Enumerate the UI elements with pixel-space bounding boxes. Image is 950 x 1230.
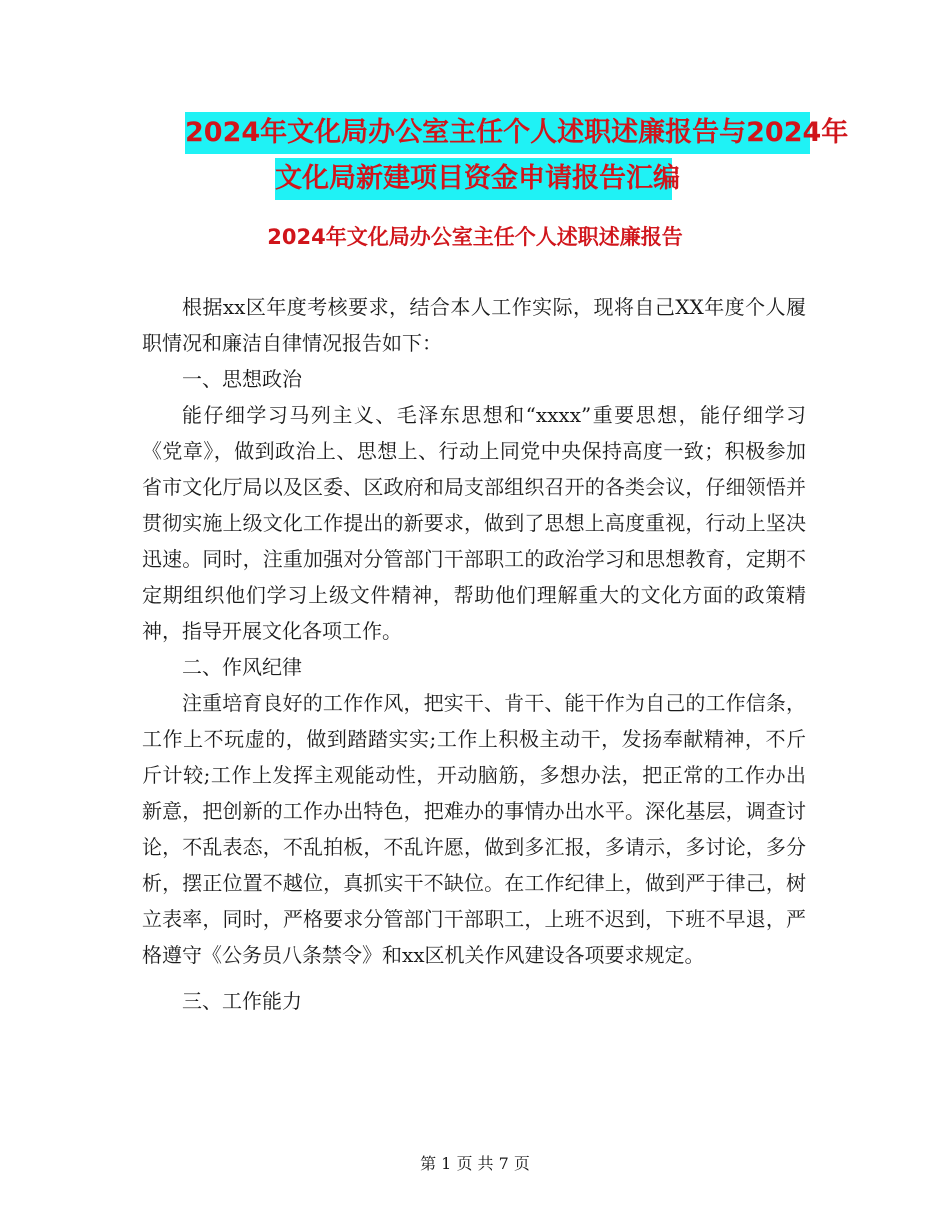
heading-work-ability: 三、工作能力 xyxy=(182,989,302,1013)
title-line-2: 文化局新建项目资金申请报告汇编 xyxy=(275,158,672,200)
title-line-1: 2024年文化局办公室主任个人述职述廉报告与2024年 xyxy=(185,112,810,154)
heading-work-style-discipline: 二、作风纪律 xyxy=(182,655,302,679)
page-footer: 第 1 页 共 7 页 xyxy=(420,1154,530,1173)
intro-paragraph: 根据xx区年度考核要求，结合本人工作实际，现将自己XX年度个人履职情况和廉洁自律情况报告如下： xyxy=(142,295,806,355)
section-title: 2024年文化局办公室主任个人述职述廉报告 xyxy=(267,225,683,249)
document-body xyxy=(142,289,806,1019)
heading-ideology-politics: 一、思想政治 xyxy=(182,367,302,391)
paragraph-work-style-discipline: 注重培育良好的工作作风，把实干、肯干、能干作为自己的工作信条，工作上不玩虚的，做到踏踏实实;工作上积极主动干，发扬奉献精神，不斤斤计较;工作上发挥主观能动性，开动脑筋，多想办法，把正常的工作办出新意，把创新的工作办出特色，把难办的事情办出水平。深化基层，调查讨论，不乱表态，不乱拍板，不乱许愿，做到多汇报，多请示，多讨论，多分析，摆正位置不越位，真抓实干不缺位。在工作纪律上，做到严于律己，树立表率，同时，严格要求分管部门干部职工，上班不迟到，下班不早退，严格遵守《公务员八条禁令》和xx区机关作风建设各项要求规定。 xyxy=(142,691,806,967)
paragraph-ideology-politics: 能仔细学习马列主义、毛泽东思想和“xxxx”重要思想，能仔细学习《党章》，做到政治上、思想上、行动上同党中央保持高度一致；积极参加省市文化厅局以及区委、区政府和局支部组织召开的各类会议，仔细领悟并贯彻实施上级文化工作提出的新要求，做到了思想上高度重视，行动上坚决迅速。同时，注重加强对分管部门干部职工的政治学习和思想教育，定期不定期组织他们学习上级文件精神，帮助他们理解重大的文化方面的政策精神，指导开展文化各项工作。 xyxy=(142,403,806,643)
